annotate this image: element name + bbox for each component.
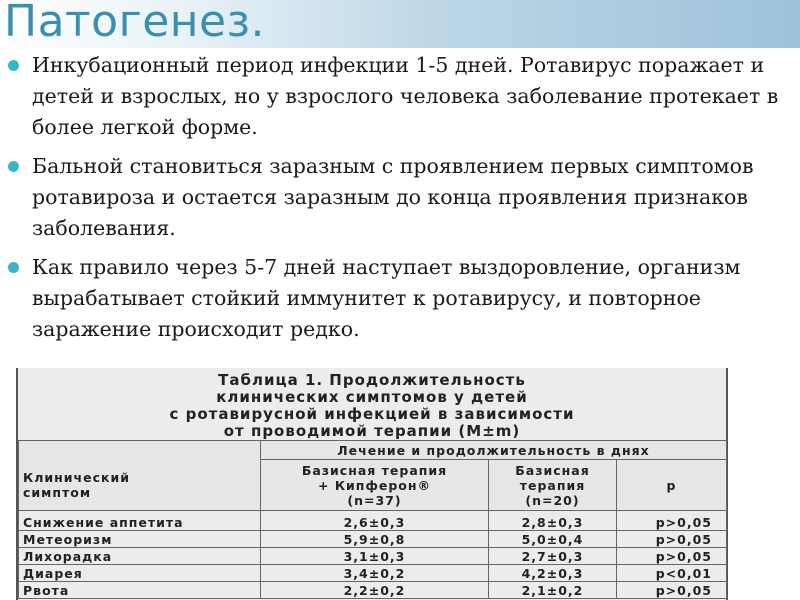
cell-symptom: Диарея xyxy=(19,565,261,582)
cell-p: p>0,05 xyxy=(617,511,727,531)
table-row xyxy=(19,565,727,582)
caption-line: Таблица 1. Продолжительность xyxy=(218,371,526,389)
header-line: Базисная терапия xyxy=(301,462,448,478)
bullet-item xyxy=(0,252,790,345)
table-row xyxy=(19,511,727,531)
bullet-dot-icon xyxy=(8,262,19,273)
bullet-text: Инкубационный период инфекции 1-5 дней. Ротавирус поражает и детей и взрослых, но у взрослого человека заболевание протекает в более легкой форме. xyxy=(32,53,779,139)
header-line: (n=20) xyxy=(525,492,580,508)
cell-b: 2,7±0,3 xyxy=(489,548,617,565)
bullet-list xyxy=(0,50,790,353)
header-therapy-basic xyxy=(489,460,617,511)
header-line: терапия xyxy=(519,477,586,493)
table-row xyxy=(19,582,727,599)
header-symptom-label: Клинический симптом xyxy=(23,469,130,500)
bullet-text: Как правило через 5-7 дней наступает выздоровление, организм вырабатывает стойкий иммунитет к ротавирусу, и повторное заражение происходит редко. xyxy=(32,255,741,341)
header-empty xyxy=(19,441,261,460)
table-caption xyxy=(18,372,726,440)
bullet-dot-icon xyxy=(8,161,19,172)
cell-b: 4,2±0,3 xyxy=(489,565,617,582)
header-p: p xyxy=(617,460,727,511)
cell-b: 5,0±0,4 xyxy=(489,531,617,548)
cell-a: 2,2±0,2 xyxy=(261,582,489,599)
cell-p: p>0,05 xyxy=(617,531,727,548)
header-therapy-kipferon xyxy=(261,460,489,511)
bullet-dot-icon xyxy=(8,60,19,71)
cell-p: p<0,01 xyxy=(617,565,727,582)
caption-line: от проводимой терапии (M±m) xyxy=(223,422,521,440)
cell-a: 3,1±0,3 xyxy=(261,548,489,565)
bullet-item xyxy=(0,50,790,143)
bullet-text: Бальной становиться заразным с проявлением первых симптомов ротавироза и остается заразным до конца проявления признаков заболевания. xyxy=(32,154,754,240)
header-line: + Кипферон® xyxy=(318,477,431,493)
caption-line: с ротавирусной инфекцией в зависимости xyxy=(169,405,575,423)
header-line: Базисная xyxy=(515,462,590,478)
table-row xyxy=(19,548,727,565)
cell-a: 2,6±0,3 xyxy=(261,511,489,531)
slide-title: Патогенез. xyxy=(4,0,266,47)
cell-symptom: Снижение аппетита xyxy=(19,511,261,531)
data-table xyxy=(18,440,727,599)
cell-a: 5,9±0,8 xyxy=(261,531,489,548)
bullet-item xyxy=(0,151,790,244)
table-image xyxy=(16,368,728,600)
cell-symptom: Метеоризм xyxy=(19,531,261,548)
table-row xyxy=(19,531,727,548)
cell-b: 2,1±0,2 xyxy=(489,582,617,599)
cell-b: 2,8±0,3 xyxy=(489,511,617,531)
cell-symptom: Лихорадка xyxy=(19,548,261,565)
header-line: (n=37) xyxy=(347,492,402,508)
header-group: Лечение и продолжительность в днях xyxy=(261,441,727,460)
cell-symptom: Рвота xyxy=(19,582,261,599)
caption-line: клинических симптомов у детей xyxy=(216,388,528,406)
cell-p: p>0,05 xyxy=(617,582,727,599)
cell-a: 3,4±0,2 xyxy=(261,565,489,582)
header-symptom xyxy=(19,460,261,511)
cell-p: p>0,05 xyxy=(617,548,727,565)
